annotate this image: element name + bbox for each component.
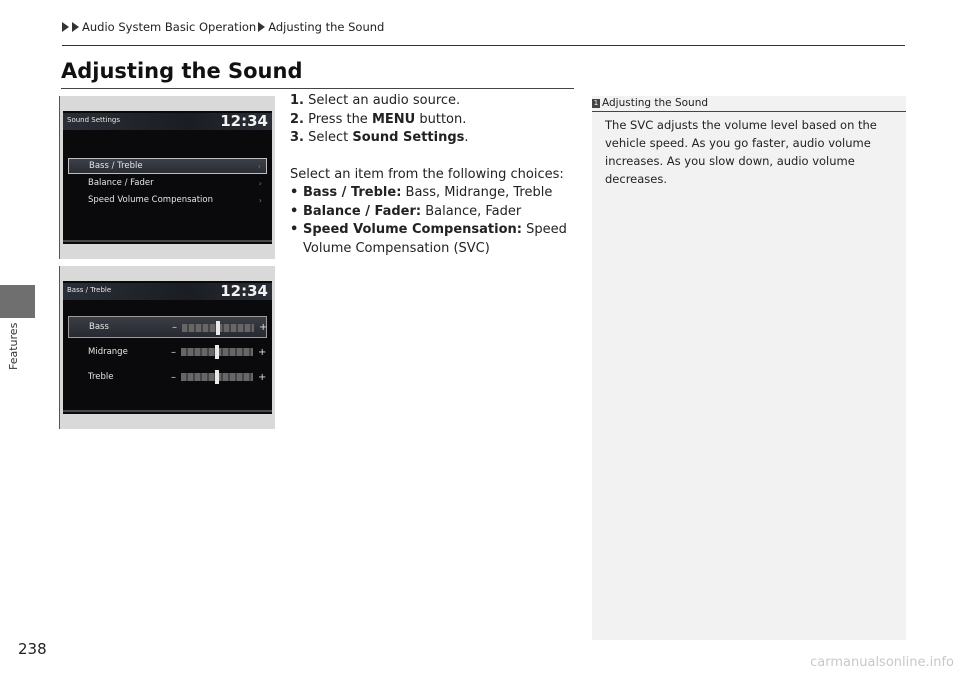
choice-item [290,203,567,222]
step-keyword: MENU [371,111,416,127]
menu-item-label: Balance / Fader [88,178,154,188]
screen-clock: 12:34 [220,112,268,130]
plus-icon[interactable]: + [258,371,267,383]
level-slider[interactable] [182,324,254,332]
step-number: 2. [290,111,304,127]
screen-bottom-bar [63,240,272,242]
eq-row-label: Midrange [88,347,128,357]
breadcrumb [62,20,384,34]
screen-title: Sound Settings [67,116,120,124]
chevron-right-icon: › [258,178,262,188]
screen-header [63,113,272,130]
screen-clock: 12:34 [220,282,268,300]
step-text: button. [415,111,467,127]
minus-icon[interactable]: – [171,371,176,383]
level-slider[interactable] [181,373,253,381]
page-title: Adjusting the Sound [61,59,303,83]
title-divider [61,88,574,89]
plus-icon[interactable]: + [259,321,268,333]
note-title-text: Adjusting the Sound [602,97,709,109]
breadcrumb-arrow-icon [258,22,265,32]
choice-label: Balance / Fader: [303,203,422,219]
level-slider[interactable] [181,348,253,356]
instruction-steps [290,92,567,258]
note-divider [592,111,906,112]
bullet-icon: • [290,222,299,237]
spacer [290,148,567,166]
menu-item-balance-fader[interactable] [68,175,267,191]
screen-header [63,283,272,300]
section-tab-marker [0,285,35,318]
eq-row-treble[interactable] [68,366,267,388]
step-text: Select an audio source. [308,93,461,108]
note-title [592,97,708,109]
choice-text: Bass, Midrange, Treble [401,185,553,200]
slider-knob[interactable] [215,370,219,384]
watermark: carmanualsonline.info [810,655,954,670]
step-text: . [464,130,469,145]
minus-icon[interactable]: – [171,346,176,358]
plus-icon[interactable]: + [258,346,267,358]
minus-icon[interactable]: – [172,321,177,333]
header-divider [62,45,905,46]
step-item [290,129,567,148]
breadcrumb-item[interactable]: Adjusting the Sound [268,20,385,34]
note-body: The SVC adjusts the volume level based on the vehicle speed. As you go faster, audio volume increases. As you slow down, audio volume decreases. [605,118,877,186]
eq-row-midrange[interactable] [68,341,267,363]
sound-settings-screenshot [59,96,275,259]
note-icon: 1 [593,98,599,107]
breadcrumb-arrow-icon [62,22,69,32]
choice-text: Balance, Fader [421,203,522,219]
choice-continuation: Volume Compensation (SVC) [303,240,490,256]
choice-label: Speed Volume Compensation: [303,222,522,237]
breadcrumb-item[interactable]: Audio System Basic Operation [82,20,257,34]
bass-treble-screenshot [59,266,275,429]
slider-knob[interactable] [216,321,220,335]
slider-knob[interactable] [215,345,219,359]
step-item [290,92,567,111]
step-text: Press the [308,111,372,127]
menu-item-label: Bass / Treble [89,161,143,171]
chevron-right-icon: › [258,195,262,205]
eq-row-label: Bass [89,322,109,332]
bullet-icon: • [290,203,299,219]
choice-item [290,184,567,203]
screen-bottom-bar [63,410,272,412]
section-tab-label: Features [7,322,20,370]
eq-row-bass[interactable] [68,316,267,338]
screen-title: Bass / Treble [67,286,112,294]
eq-row-label: Treble [88,372,114,382]
display-screen [63,281,272,414]
step-keyword: Sound Settings [352,130,465,145]
step-number: 1. [290,93,304,108]
choices-intro: Select an item from the following choices: [290,166,564,182]
chevron-right-icon: › [257,161,261,171]
choice-item [290,221,567,240]
breadcrumb-arrow-icon [72,22,79,32]
menu-item-label: Speed Volume Compensation [88,195,214,205]
step-item [290,111,567,130]
display-screen [63,111,272,244]
step-number: 3. [290,130,304,145]
page-number: 238 [18,640,47,658]
note-box [592,96,906,640]
menu-item-speed-volume-compensation[interactable] [68,192,267,208]
menu-item-bass-treble[interactable] [68,158,267,174]
step-text: Select [308,130,353,145]
choice-label: Bass / Treble: [303,185,402,200]
choice-text: Speed [521,222,567,237]
bullet-icon: • [290,185,299,200]
